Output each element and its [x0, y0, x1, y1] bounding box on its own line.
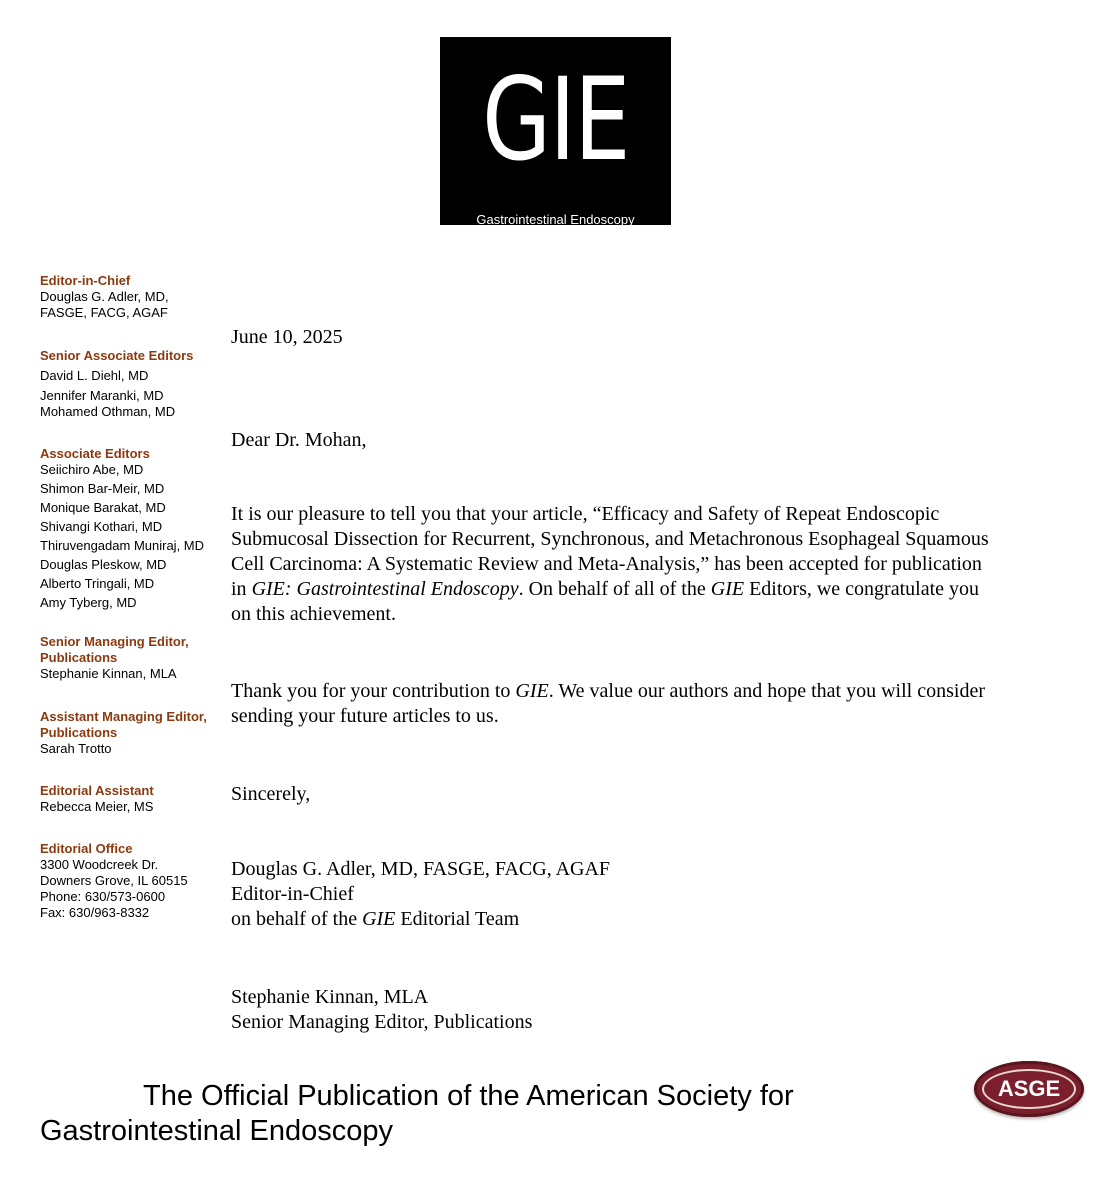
sidebar-name: Phone: 630/573-0600	[40, 889, 166, 904]
signature-name: Douglas G. Adler, MD, FASGE, FACG, AGAF	[231, 858, 611, 880]
sidebar-name: Douglas G. Adler, MD,	[40, 289, 169, 304]
journal-abbrev: GIE	[362, 908, 396, 930]
sidebar-section	[40, 709, 230, 757]
footer-publication-statement	[40, 1079, 940, 1149]
sidebar-name: Mohamed Othman, MD	[40, 404, 176, 419]
sidebar-section	[40, 348, 240, 420]
footer-line: Gastrointestinal Endoscopy	[40, 1115, 394, 1147]
sidebar-name: Thiruvengadam Muniraj, MD	[40, 538, 205, 553]
sidebar-heading: Editorial Office	[40, 841, 133, 856]
gie-logo-letters: GIE	[482, 53, 629, 186]
sidebar-name: Douglas Pleskow, MD	[40, 557, 167, 572]
sidebar-name: Sarah Trotto	[40, 741, 112, 756]
sidebar-heading: Assistant Managing Editor, Publications	[40, 709, 207, 740]
signature-title: Senior Managing Editor, Publications	[231, 1011, 533, 1033]
sidebar-name: 3300 Woodcreek Dr.	[40, 857, 159, 872]
signature-behalf	[231, 907, 991, 932]
journal-name: GIE: Gastrointestinal Endoscopy	[251, 578, 519, 600]
sidebar-section	[40, 273, 240, 321]
letter-paragraph-acceptance	[231, 502, 991, 627]
sidebar-name: Stephanie Kinnan, MLA	[40, 666, 177, 681]
journal-abbrev: GIE	[710, 578, 745, 600]
sidebar-section	[40, 634, 215, 682]
letter-date: June 10, 2025	[231, 326, 343, 348]
sidebar-heading: Editorial Assistant	[40, 783, 154, 798]
signature-block-editor	[231, 857, 991, 932]
sidebar-section	[40, 841, 240, 921]
letter-closing: Sincerely,	[231, 783, 311, 805]
sidebar-heading: Senior Associate Editors	[40, 348, 194, 363]
letter-text: . We value our authors and hope that you will consider sending your future articles to us.	[231, 680, 985, 727]
asge-logo	[974, 1061, 1084, 1117]
signature-title: Editor-in-Chief	[231, 883, 354, 905]
sidebar-heading: Editor-in-Chief	[40, 273, 131, 288]
sidebar-name: Rebecca Meier, MS	[40, 799, 154, 814]
gie-logo	[440, 37, 671, 225]
sidebar-heading: Senior Managing Editor, Publications	[40, 634, 189, 665]
letter-text: It is our pleasure to tell you that your article, “Efficacy and Safety of Repeat Endoscopic Submucosal Dissection for Recurrent, Synchronous, and Metachronous Esophageal Squamous Cell Carcinoma: A Systematic Review and Meta-Analysis,” has been accepted for publication in	[231, 503, 989, 600]
sidebar-name: Seiichiro Abe, MD	[40, 462, 144, 477]
letter-paragraph-thanks	[231, 679, 991, 729]
footer-line: The Official Publication of the American Society for	[143, 1080, 794, 1112]
signature-block-managing-editor	[231, 985, 991, 1035]
letter-text: Editorial Team	[395, 908, 520, 930]
letter-text: Editors, we congratulate you on this achievement.	[231, 578, 980, 625]
journal-abbrev: GIE	[515, 680, 549, 702]
sidebar-name: Jennifer Maranki, MD	[40, 388, 164, 403]
sidebar-section	[40, 446, 240, 611]
sidebar-name: Shimon Bar-Meir, MD	[40, 481, 165, 496]
sidebar-name: David L. Diehl, MD	[40, 368, 149, 383]
sidebar-name: Alberto Tringali, MD	[40, 576, 155, 591]
sidebar-name: Amy Tyberg, MD	[40, 595, 137, 610]
sidebar-name: Downers Grove, IL 60515	[40, 873, 188, 888]
sidebar-section	[40, 783, 240, 815]
sidebar-name: Shivangi Kothari, MD	[40, 519, 163, 534]
sidebar-heading: Associate Editors	[40, 446, 150, 461]
letter-text: Thank you for your contribution to	[231, 680, 516, 702]
sidebar-name: Monique Barakat, MD	[40, 500, 166, 515]
letter-text: . On behalf of all of the	[518, 578, 711, 600]
letter-text: on behalf of the	[231, 908, 363, 930]
sidebar-name: Fax: 630/963-8332	[40, 905, 150, 920]
signature-name: Stephanie Kinnan, MLA	[231, 986, 429, 1008]
asge-logo-text: ASGE	[982, 1069, 1076, 1109]
letter-salutation: Dear Dr. Mohan,	[231, 429, 367, 451]
gie-logo-subtitle: Gastrointestinal Endoscopy	[476, 212, 635, 227]
sidebar-name: FASGE, FACG, AGAF	[40, 305, 168, 320]
